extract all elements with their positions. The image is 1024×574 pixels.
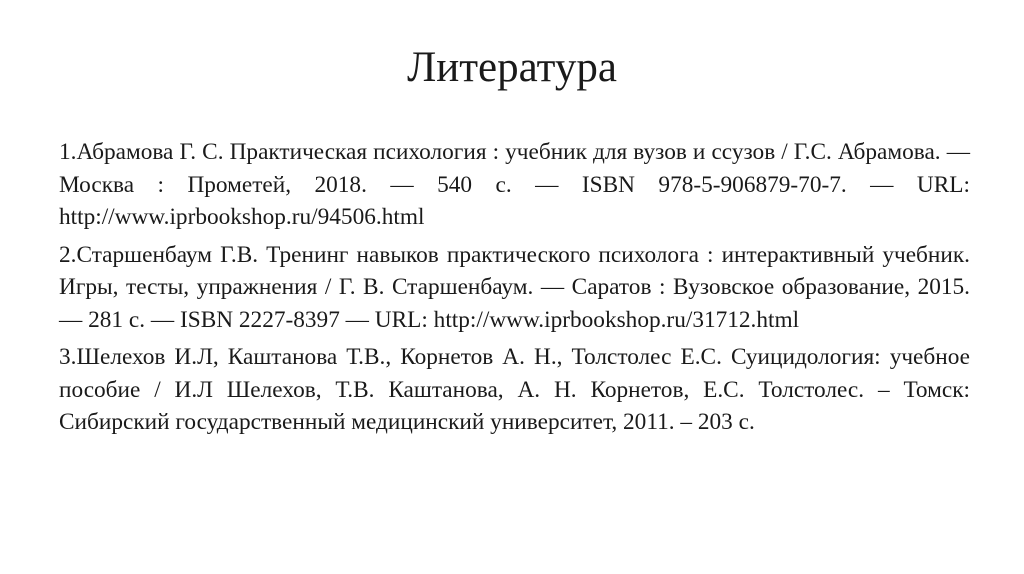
- slide-title: Литература: [407, 44, 617, 91]
- reference-list: [59, 136, 970, 444]
- reference-item-2: 2.Старшенбаум Г.В. Тренинг навыков практического психолога : интерактивный учебник. Игры, тесты, упражнения / Г. В. Старшенбаум. — Саратов : Вузовское образование, 2015. — 281 с. — ISBN 2227-8397 — URL: http://www.iprbookshop.ru/31712.html: [59, 241, 970, 333]
- reference-item-1: 1.Абрамова Г. С. Практическая психология : учебник для вузов и ссузов / Г.С. Абрамова. — Москва : Прометей, 2018. — 540 с. — ISBN 978-5-906879-70-7. — URL: http://www.iprbookshop.ru/94506.html: [59, 139, 970, 230]
- reference-item-3: 3.Шелехов И.Л, Каштанова Т.В., Корнетов А. Н., Толстолес Е.С. Суицидология: учебное пособие / И.Л Шелехов, Т.В. Каштанова, А. Н. Корнетов, Е.С. Толстолес. – Томск: Сибирский государственный медицинский университет, 2011. – 203 с.: [59, 344, 970, 435]
